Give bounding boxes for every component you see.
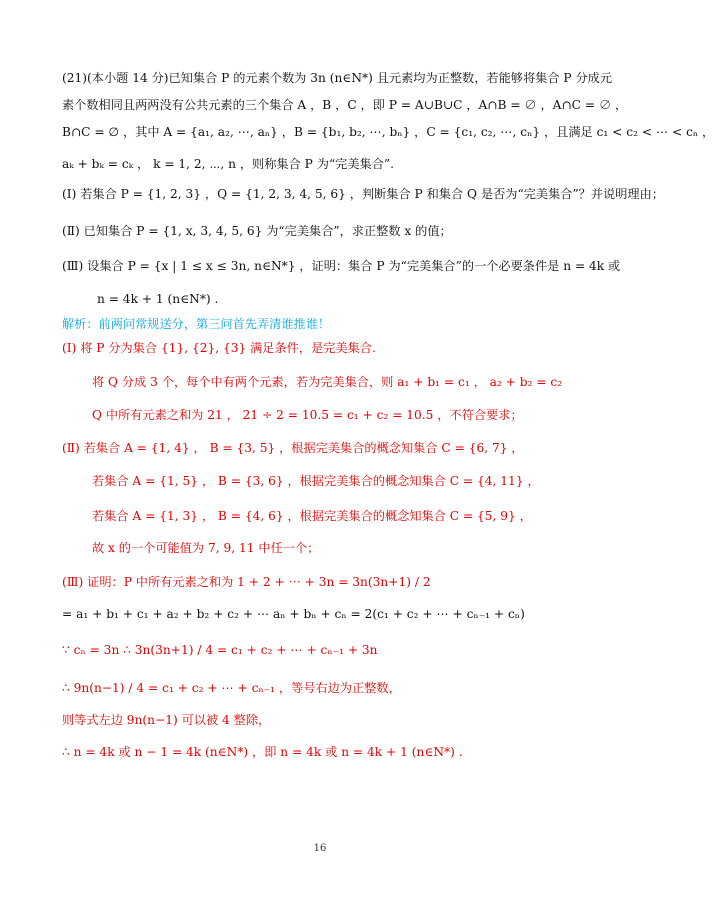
solution-line-6: 若集合 A = {1, 3} ， B = {4, 6} ，根据完美集合的概念知集合 C = {5, 9} ， [92,509,532,523]
solution-line-11: ∴ 9n(n−1) / 4 = c₁ + c₂ + ⋯ + cₙ₋₁ ，等号右边为正整数， [62,681,401,695]
part-3-question: (Ⅲ) 设集合 P = {x | 1 ≤ x ≤ 3n, n∈N*} ，证明：集合 P 为“完美集合”的一个必要条件是 n = 4k 或 [62,259,621,273]
solution-line-8: (Ⅲ) 证明：P 中所有元素之和为 1 + 2 + ⋯ + 3n = 3n(3n+1) / 2 [62,575,431,589]
part-1-question: (Ⅰ) 若集合 P = {1, 2, 3} ，Q = {1, 2, 3, 4, 5, 6} ，判断集合 P 和集合 Q 是否为“完美集合”？并说明理由； [62,187,664,201]
solution-line-5: 若集合 A = {1, 5} ， B = {3, 6} ，根据完美集合的概念知集合 C = {4, 11} ， [92,474,540,488]
problem-line-2: 素个数相同且两两没有公共元素的三个集合 A ，B ，C ，即 P = A∪B∪C ，A∩B = ∅ ，A∩C = ∅ ， [62,98,628,112]
problem-line-4: aₖ + bₖ = cₖ ， k = 1, 2, ⋯, n ，则称集合 P 为“完美集合”. [62,157,395,171]
solution-line-4: (Ⅱ) 若集合 A = {1, 4} ， B = {3, 5} ，根据完美集合的概念知集合 C = {6, 7} ， [62,441,524,455]
part-3-question-cont: n = 4k + 1 (n∈N*) . [97,292,219,306]
solution-line-9: = a₁ + b₁ + c₁ + a₂ + b₂ + c₂ + ⋯ aₙ + bₙ + cₙ = 2(c₁ + c₂ + ⋯ + cₙ₋₁ + cₙ) [62,607,525,621]
solution-line-13: ∴ n = 4k 或 n − 1 = 4k (n∈N*) ，即 n = 4k 或 n = 4k + 1 (n∈N*) . [62,745,463,759]
solution-line-10: ∵ cₙ = 3n ∴ 3n(3n+1) / 4 = c₁ + c₂ + ⋯ + cₙ₋₁ + 3n [62,643,378,657]
part-2-question: (Ⅱ) 已知集合 P = {1, x, 3, 4, 5, 6} 为“完美集合”，求正整数 x 的值； [62,224,452,238]
solution-line-3: Q 中所有元素之和为 21 ， 21 ÷ 2 = 10.5 = c₁ + c₂ = 10.5 ，不符合要求； [92,408,523,422]
page-number: 16 [313,843,327,854]
problem-line-1: (21)(本小题 14 分)已知集合 P 的元素个数为 3n (n∈N*) 且元素均为正整数，若能够将集合 P 分成元 [62,71,613,85]
problem-line-3: B∩C = ∅ ，其中 A = {a₁, a₂, ⋯, aₙ} ，B = {b₁, b₂, ⋯, bₙ} ，C = {c₁, c₂, ⋯, cₙ} ，且满足 c₁ < c₂ < ⋯ < cₙ ， [62,125,714,139]
solution-line-2: 将 Q 分成 3 个，每个中有两个元素，若为完美集合，则 a₁ + b₁ = c₁ ， a₂ + b₂ = c₂ [92,375,563,389]
solution-line-7: 故 x 的一个可能值为 7, 9, 11 中任一个； [92,541,320,555]
solution-line-1: (Ⅰ) 将 P 分为集合 {1}, {2}, {3} 满足条件，是完美集合. [62,341,376,355]
analysis-heading: 解析：前两问常规送分，第三问首先弄清谁推谁！ [62,317,331,331]
solution-line-12: 则等式左边 9n(n−1) 可以被 4 整除， [62,713,271,727]
